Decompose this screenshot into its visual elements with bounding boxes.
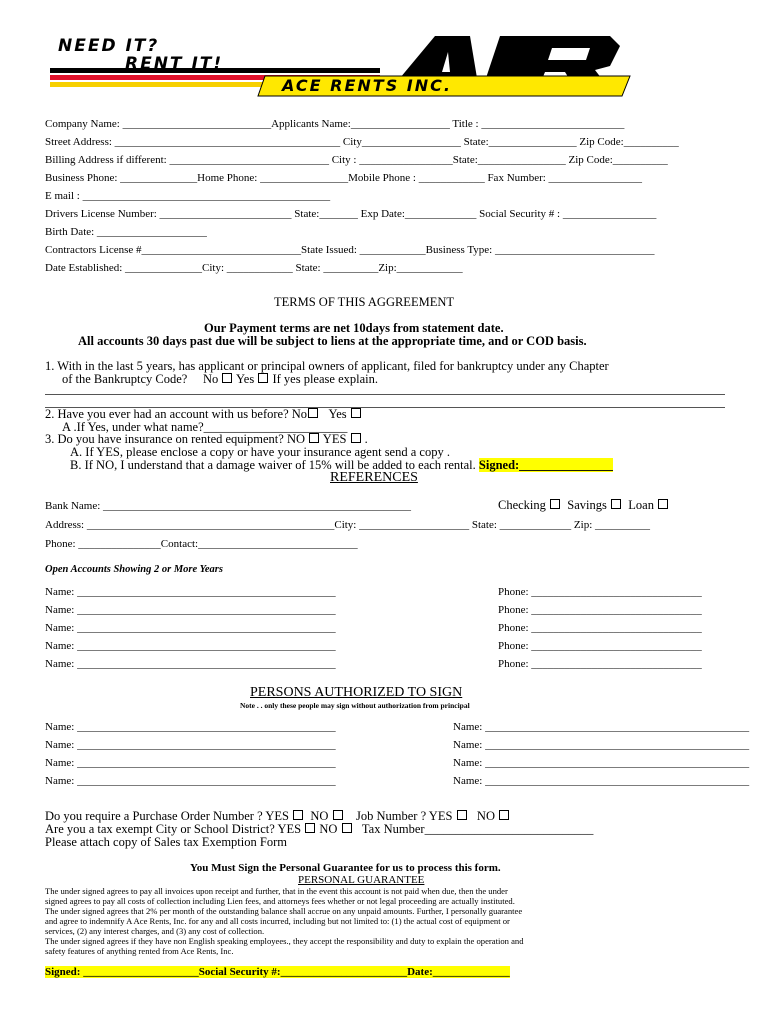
final-signature-field[interactable]: Signed: _____________________Social Security #:_______________________Date:______________ (45, 966, 510, 978)
no-checkbox[interactable] (222, 373, 232, 383)
reference-phone-field[interactable]: Phone: _______________________________ (498, 658, 702, 670)
reference-phone-field[interactable]: Phone: _______________________________ (498, 586, 702, 598)
field-row-street[interactable]: Street Address: _________________________________________ City__________________ State:________________ Zip Code:__________ (45, 136, 679, 148)
checking-checkbox[interactable] (550, 499, 560, 509)
terms-line1: Our Payment terms are net 10days from statement date. (204, 321, 504, 335)
field-row-company[interactable]: Company Name: ___________________________Applicants Name:__________________ Title : __________________________ (45, 118, 625, 130)
no-label: NO (319, 822, 338, 836)
yes-checkbox[interactable] (351, 433, 361, 443)
loan-checkbox[interactable] (658, 499, 668, 509)
no-checkbox[interactable] (309, 433, 319, 443)
no-checkbox[interactable] (342, 823, 352, 833)
yes-label: YES (277, 822, 302, 836)
explain-label: If yes please explain. (272, 372, 378, 386)
bank-address-field[interactable]: Address: _____________________________________________City: ____________________ State: _____________ Zip: __________ (45, 519, 650, 531)
tax-number-field[interactable]: Tax Number___________________________ (361, 822, 594, 836)
insurance-yes-instructions: A. If YES, please enclose a copy or have your insurance agent send a copy . (70, 445, 450, 459)
no-label: NO (310, 809, 329, 823)
logo-line2: RENT IT! (125, 54, 224, 74)
reference-name-field[interactable]: Name: _______________________________________________ (45, 622, 336, 634)
field-row-email[interactable]: E mail : _____________________________________________ (45, 190, 331, 202)
field-row-billing[interactable]: Billing Address if different: _____________________________ City : _________________State:________________ Zip Code:__________ (45, 154, 668, 166)
authorized-name-field[interactable]: Name: ________________________________________________ (453, 739, 750, 751)
logo (50, 32, 650, 102)
savings-label: Savings (567, 498, 607, 512)
guarantee-text (45, 886, 524, 956)
prior-account-name[interactable]: A .If Yes, under what name?_______________________ (62, 420, 348, 434)
authorized-name-field[interactable]: Name: ________________________________________________ (453, 721, 750, 733)
logo-line1: NEED IT? (58, 36, 160, 56)
guarantee-line: The under signed agrees to pay all invoices upon receipt and further, that in the event this account is not paid when due, then the under (45, 886, 508, 896)
guarantee-line: and agree to indemnify A Ace Rents, Inc. for any and all costs incurred, including but not limited to: (1) the actual cost of equipment or (45, 916, 510, 926)
open-accounts-heading: Open Accounts Showing 2 or More Years (45, 564, 223, 575)
reference-name-field[interactable]: Name: _______________________________________________ (45, 640, 336, 652)
reference-name-field[interactable]: Name: _______________________________________________ (45, 604, 336, 616)
guarantee-title: PERSONAL GUARANTEE (298, 874, 425, 886)
guarantee-line: The under signed agrees that 2% per month of the outstanding balance shall accrue on any unpaid amounts. Further, I personally guarantee (45, 906, 523, 916)
guarantee-line: The under signed agrees if they have non English speaking employees., they accept the responsibility and duty to explain the operation and (45, 936, 524, 946)
field-row-phones[interactable]: Business Phone: ______________Home Phone: ________________Mobile Phone : ____________ Fax Number: _________________ (45, 172, 643, 184)
authorized-note: Note . . only these people may sign without authorization from principal (240, 701, 470, 710)
no-checkbox[interactable] (333, 810, 343, 820)
authorized-name-field[interactable]: Name: _______________________________________________ (45, 775, 336, 787)
yes-checkbox[interactable] (258, 373, 268, 383)
field-row-license[interactable]: Drivers License Number: ________________________ State:_______ Exp Date:_____________ Social Security # : _________________ (45, 208, 657, 220)
logo-company: ACE RENTS INC. (282, 76, 452, 95)
reference-name-field[interactable]: Name: _______________________________________________ (45, 658, 336, 670)
question-bankruptcy: 1. With in the last 5 years, has applicant or principal owners of applicant, filed for bankruptcy under any Chapter (45, 359, 609, 373)
terms-line2: All accounts 30 days past due will be subject to liens at the appropriate time, and or COD basis. (78, 334, 587, 348)
tax-exempt-text: Are you a tax exempt City or School District? (45, 822, 275, 836)
no-checkbox[interactable] (308, 408, 318, 418)
guarantee-line: services, (2) any interest charges, and (3) any cost of collection. (45, 926, 265, 936)
savings-checkbox[interactable] (611, 499, 621, 509)
question-prior-account-text: 2. Have you ever had an account with us before? (45, 407, 289, 421)
authorized-name-field[interactable]: Name: _______________________________________________ (45, 721, 336, 733)
job-number-text: Job Number ? (356, 809, 427, 823)
explain-line[interactable] (45, 394, 725, 395)
no-label: No (202, 372, 219, 386)
yes-label: YES (322, 432, 347, 446)
checking-label: Checking (498, 498, 546, 512)
guarantee-line: signed agrees to pay all costs of collection including Lien fees, and attorneys fees whether or not legal proceeding are actually instituted. (45, 896, 515, 906)
guarantee-line: safety features of anything rented from Ace Rents, Inc. (45, 946, 234, 956)
bank-name-field[interactable]: Bank Name: ________________________________________________________ (45, 500, 412, 512)
authorized-name-field[interactable]: Name: _______________________________________________ (45, 757, 336, 769)
yes-checkbox[interactable] (293, 810, 303, 820)
signed-field[interactable]: Signed:_______________ (478, 458, 613, 472)
yes-checkbox[interactable] (305, 823, 315, 833)
no-label: NO (476, 809, 495, 823)
field-row-birthdate[interactable]: Birth Date: ____________________ (45, 226, 207, 238)
no-checkbox[interactable] (499, 810, 509, 820)
yes-label: YES (265, 809, 289, 823)
question-bankruptcy-answer (62, 372, 378, 387)
yes-label: YES (428, 809, 453, 823)
question-bankruptcy-code: of the Bankruptcy Code? (62, 372, 188, 386)
no-label: NO (286, 432, 305, 446)
attach-note: Please attach copy of Sales tax Exemption Form (45, 835, 287, 849)
authorized-name-field[interactable]: Name: ________________________________________________ (453, 757, 750, 769)
loan-label: Loan (628, 498, 654, 512)
reference-phone-field[interactable]: Phone: _______________________________ (498, 604, 702, 616)
account-type-options (498, 498, 669, 513)
authorized-name-field[interactable]: Name: ________________________________________________ (453, 775, 750, 787)
purchase-order-text: Do you require a Purchase Order Number ? (45, 809, 263, 823)
yes-label: Yes (328, 407, 347, 421)
reference-phone-field[interactable]: Phone: _______________________________ (498, 640, 702, 652)
references-title: REFERENCES (330, 470, 418, 485)
authorized-title: PERSONS AUTHORIZED TO SIGN (250, 685, 463, 700)
field-row-contractor[interactable]: Contractors License #_____________________________State Issued: ____________Business Type: _____________________________ (45, 244, 655, 256)
question-insurance-text: 3. Do you have insurance on rented equipment? (45, 432, 284, 446)
reference-name-field[interactable]: Name: _______________________________________________ (45, 586, 336, 598)
reference-phone-field[interactable]: Phone: _______________________________ (498, 622, 702, 634)
question-insurance: 3. Do you have insurance on rented equipment? NO YES . (45, 432, 368, 446)
yes-label: Yes (236, 372, 255, 386)
insurance-no-text: B. If NO, I understand that a damage waiver of 15% will be added to each rental. (70, 458, 476, 472)
terms-title: TERMS OF THIS AGGREEMENT (274, 295, 454, 309)
yes-checkbox[interactable] (457, 810, 467, 820)
field-row-established[interactable]: Date Established: ______________City: ____________ State: __________Zip:____________ (45, 262, 463, 274)
yes-checkbox[interactable] (351, 408, 361, 418)
bank-phone-field[interactable]: Phone: _______________Contact:_____________________________ (45, 538, 358, 550)
authorized-name-field[interactable]: Name: _______________________________________________ (45, 739, 336, 751)
no-label: No (291, 407, 308, 421)
must-sign-notice: You Must Sign the Personal Guarantee for us to process this form. (190, 862, 501, 874)
